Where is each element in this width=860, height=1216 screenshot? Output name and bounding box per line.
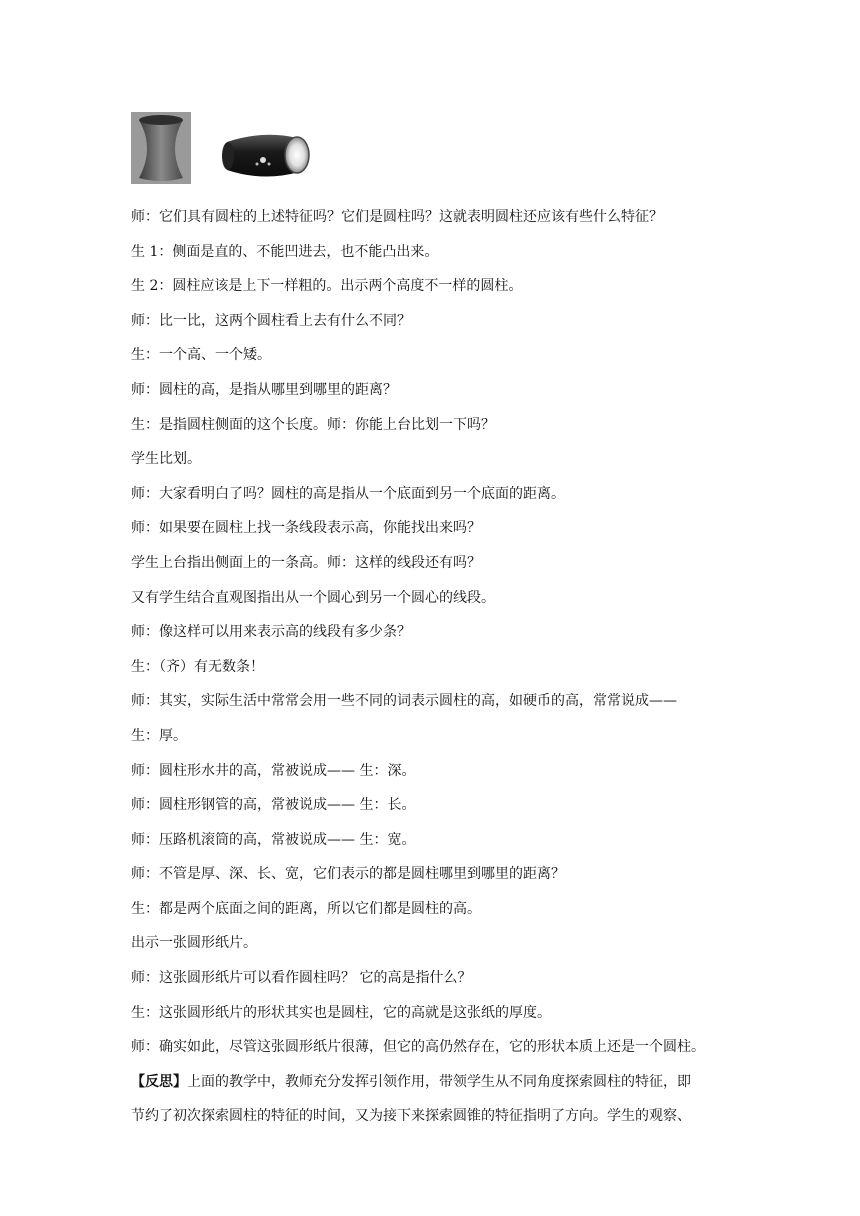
text-line: 师：确实如此，尽管这张圆形纸片很薄，但它的高仍然存在，它的形状本质上还是一个圆柱。	[131, 1039, 705, 1056]
drum-image	[219, 126, 315, 182]
text-line: 学生比划。	[131, 451, 201, 468]
text-line: 师：它们具有圆柱的上述特征吗？它们是圆柱吗？这就表明圆柱还应该有些什么特征？	[131, 209, 663, 225]
text-line: 师：圆柱的高，是指从哪里到哪里的距离？	[131, 381, 397, 398]
text-line: 师：圆柱形钢管的高，常被说成—— 生：长。	[131, 797, 416, 814]
text-line: 师：比一比，这两个圆柱看上去有什么不同？	[131, 312, 411, 329]
text-line: 生：（齐）有无数条！	[131, 658, 264, 675]
text-line: 师：不管是厚、深、长、宽，它们表示的都是圆柱哪里到哪里的距离？	[131, 866, 565, 883]
figure-group	[131, 112, 331, 186]
dialogue-text	[131, 200, 731, 1134]
text-line: 生：一个高、一个矮。	[131, 347, 271, 364]
reflection-line: 节约了初次探索圆柱的特征的时间，又为接下来探索圆锥的特征指明了方向。学生的观察、	[131, 1108, 691, 1125]
text-line: 师：如果要在圆柱上找一条线段表示高，你能找出来吗？	[131, 520, 481, 537]
text-line: 学生上台指出侧面上的一条高。师：这样的线段还有吗？	[131, 554, 481, 571]
text-line: 出示一张圆形纸片。	[131, 935, 257, 952]
text-line: 生：厚。	[131, 727, 187, 744]
text-line: 又有学生结合直观图指出从一个圆心到另一个圆心的线段。	[131, 589, 495, 606]
reflection-label: 【反思】	[131, 1073, 187, 1090]
text-line: 师：这张圆形纸片可以看作圆柱吗？ 它的高是指什么？	[131, 970, 472, 987]
text-line: 师：其实，实际生活中常常会用一些不同的词表示圆柱的高，如硬币的高，常常说成——	[131, 693, 677, 710]
text-line: 师：压路机滚筒的高，常被说成—— 生：宽。	[131, 831, 416, 848]
hyperboloid-image	[131, 112, 191, 184]
text-line: 生：都是两个底面之间的距离，所以它们都是圆柱的高。	[131, 900, 481, 917]
text-line: 生：这张圆形纸片的形状其实也是圆柱，它的高就是这张纸的厚度。	[131, 1004, 551, 1021]
text-line: 师：像这样可以用来表示高的线段有多少条？	[131, 624, 411, 641]
text-line: 师：圆柱形水井的高，常被说成—— 生：深。	[131, 762, 416, 779]
text-line: 生 2：圆柱应该是上下一样粗的。出示两个高度不一样的圆柱。	[131, 278, 523, 295]
reflection-text: 上面的教学中，教师充分发挥引领作用，带领学生从不同角度探索圆柱的特征，即	[187, 1073, 691, 1090]
text-line: 师：大家看明白了吗？圆柱的高是指从一个底面到另一个底面的距离。	[131, 485, 565, 502]
reflection-line	[131, 1065, 731, 1100]
text-line: 生：是指圆柱侧面的这个长度。师：你能上台比划一下吗？	[131, 416, 495, 433]
text-line: 生 1：侧面是直的、不能凹进去，也不能凸出来。	[131, 243, 439, 260]
